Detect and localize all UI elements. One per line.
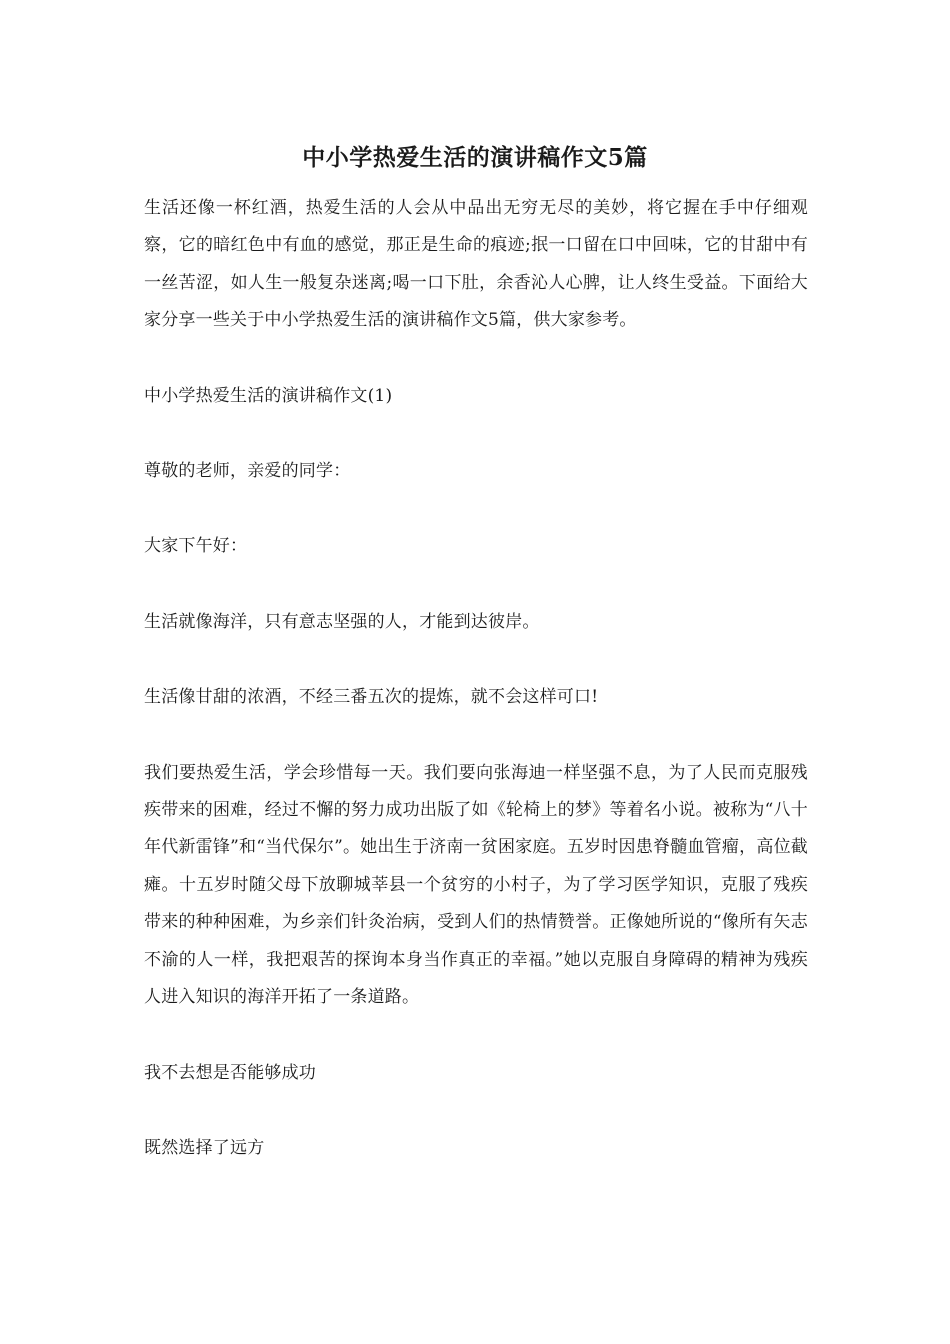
body-paragraph: 生活就像海洋，只有意志坚强的人，才能到达彼岸。 (144, 611, 540, 632)
poem-line: 我不去想是否能够成功 (144, 1062, 316, 1083)
intro-paragraph: 生活还像一杯红酒，热爱生活的人会从中品出无穷无尽的美妙，将它握在手中仔细观察，它的暗红色中有血的感觉，那正是生命的痕迹;抿一口留在口中回味，它的甘甜中有一丝苦涩，如人生一般复杂迷离;喝一口下肚，余香沁人心脾，让人终生受益。下面给大家分享一些关于中小学热爱生活的演讲稿作文5篇，供大家参考。 (144, 198, 808, 331)
body-paragraph: 我们要热爱生活，学会珍惜每一天。我们要向张海迪一样坚强不息，为了人民而克服残疾带来的困难，经过不懈的努力成功出版了如《轮椅上的梦》等着名小说。被称为“八十年代新雷锋”和“当代保尔”。她出生于济南一贫困家庭。五岁时因患脊髓血管瘤，高位截瘫。十五岁时随父母下放聊城莘县一个贫穷的小村子，为了学习医学知识，克服了残疾带来的种种困难，为乡亲们针灸治病，受到人们的热情赞誉。正像她所说的“像所有矢志不渝的人一样，我把艰苦的探询本身当作真正的幸福。”她以克服自身障碍的精神为残疾人进入知识的海洋开拓了一条道路。 (144, 762, 808, 1008)
section-heading: 中小学热爱生活的演讲稿作文(1) (144, 385, 393, 406)
document-title: 中小学热爱生活的演讲稿作文5篇 (302, 144, 648, 171)
document-body (144, 190, 808, 1205)
salutation: 尊敬的老师，亲爱的同学： (144, 461, 351, 482)
body-paragraph: 生活像甘甜的浓酒，不经三番五次的提炼，就不会这样可口! (144, 687, 599, 708)
poem-line: 既然选择了远方 (144, 1137, 265, 1158)
greeting: 大家下午好： (144, 536, 248, 557)
